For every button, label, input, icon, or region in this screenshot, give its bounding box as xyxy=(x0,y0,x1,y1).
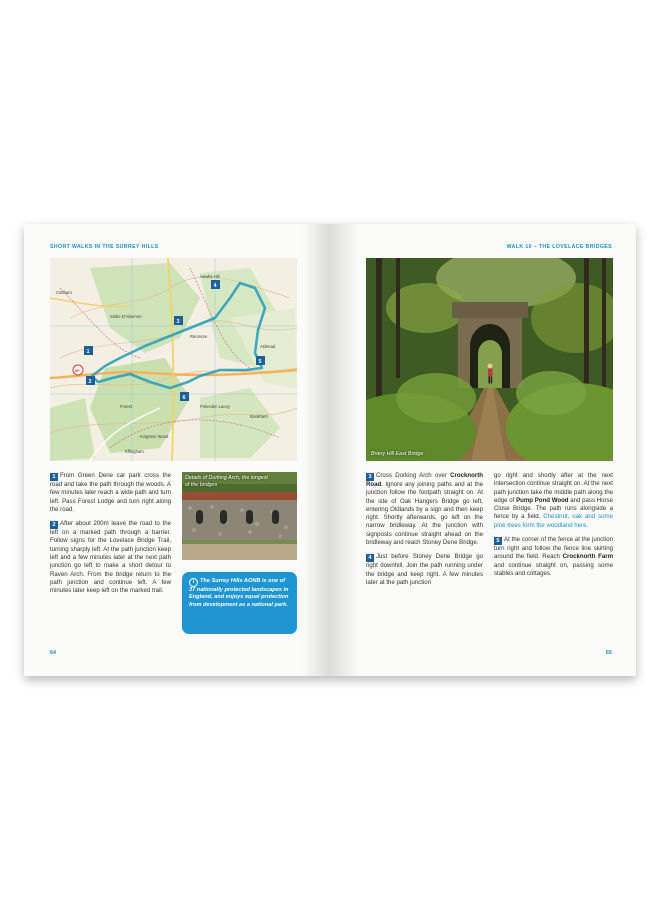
running-head-right: WALK 10 – THE LOVELACE BRIDGES xyxy=(506,244,612,250)
step-text: go right and shortly after at the next intersection continue straight on. At the next path junction take the middle path along the edge of xyxy=(494,472,613,504)
map-label: Effingham xyxy=(125,449,144,454)
step-text: Cross Dorking Arch over xyxy=(376,472,451,479)
place-name: Crocknorth Road xyxy=(366,472,483,488)
step-paragraph xyxy=(494,536,613,578)
step-number: 4 xyxy=(366,554,374,562)
inset-caption: Details of Dorking Arch, the longest of the bridges xyxy=(185,475,268,488)
map-label: Forest xyxy=(120,404,132,409)
info-icon: i xyxy=(189,578,198,587)
step-text: and pass Horse Close Bridge. The path runs alongside a fence by a field. xyxy=(494,496,613,521)
map-label: Hawks Hill xyxy=(200,274,220,279)
map-label: Ranmore xyxy=(190,334,208,339)
step-number: 2 xyxy=(50,521,58,529)
route-map-graphic xyxy=(50,258,297,461)
step-number: 1 xyxy=(50,473,58,481)
step-text: and continue straight on, passing some stables and cottages. xyxy=(494,561,613,577)
waypoint-number: 5 xyxy=(258,359,262,365)
running-head-left: SHORT WALKS IN THE SURREY HILLS xyxy=(50,244,159,250)
start-marker: SP xyxy=(74,368,80,373)
bridge-photo xyxy=(366,258,613,461)
bridge-photo-graphic xyxy=(366,258,613,461)
step-paragraph xyxy=(50,472,171,514)
step-text: From Green Dene car park cross the road and take the path through the woods. A few minutes later reach a wide path and turn left. Pass Forest Lodge and turn right along the road. xyxy=(50,472,171,513)
gutter-shadow xyxy=(302,224,330,676)
left-page xyxy=(24,224,330,676)
place-name: Pump Pond Wood xyxy=(516,496,569,504)
step-paragraph xyxy=(494,472,613,530)
map-label: Polesden Lacey xyxy=(200,404,230,409)
highlight-text: Chestnut, oak and some pine trees form the woodland here. xyxy=(494,513,613,529)
waypoint-number: 1 xyxy=(86,349,90,355)
waypoint-number: 4 xyxy=(213,283,217,289)
route-map xyxy=(50,258,297,461)
right-page xyxy=(330,224,636,676)
map-label: Stoke D'Abernon xyxy=(110,314,142,319)
step-number: 3 xyxy=(366,473,374,481)
map-label: Bookham xyxy=(250,414,268,419)
step-number: 5 xyxy=(494,537,502,545)
step-text: . Ignore any joining paths and at the junction follow the footpath straight on. At the site of Oak Hangers Bridge go left, entering Oldlands by a sign and then keep right. Shortly afterwards, go left on the narrow bridleway. At the junction with signposts continue straight ahead on the bridleway and reach Stoney Dene Bridge. xyxy=(366,481,483,547)
map-label: Ashtead xyxy=(260,344,276,349)
step-text: Just before Stoney Dene Bridge go right downhill. Join the path running under the bridge and keep right. A few minutes later at the path junction xyxy=(366,553,483,586)
book-spread xyxy=(24,224,636,676)
waypoint-number: 2 xyxy=(88,379,92,385)
step-paragraph xyxy=(366,553,483,587)
callout-text: The Surrey Hills AONB is one of 37 nationally protected landscapes in England, and enjoys equal protection from development as a national park. xyxy=(189,578,289,608)
step-paragraph xyxy=(366,472,483,547)
place-name: Crocknorth Farm xyxy=(562,553,613,561)
gutter-shadow xyxy=(330,224,360,676)
photo-caption: Briery Hill East Bridge xyxy=(371,451,424,457)
step-paragraph xyxy=(50,520,171,595)
step-text: At the corner of the fence at the junction turn right and follow the fence line skirting around the field. Reach xyxy=(494,536,613,561)
page-number-right: 65 xyxy=(605,650,612,656)
inset-photo xyxy=(182,472,297,560)
left-text-column xyxy=(50,472,171,602)
map-label: Kingston Wood xyxy=(140,434,169,439)
map-label: Cobham xyxy=(56,290,72,295)
waypoint-number: 3 xyxy=(176,319,180,325)
right-text-column-1 xyxy=(366,472,483,593)
waypoint-number: 6 xyxy=(182,395,186,401)
page-number-left: 64 xyxy=(50,650,57,656)
right-text-column-2 xyxy=(494,472,613,584)
info-callout xyxy=(182,572,297,634)
step-text: After about 200m leave the road to the left on a marked path through a barrier. Follow signs for the Lovelace Bridge Trail, turning sharply left. At the path junction keep left and a few minutes later at the next path junction go left to make a short detour to Raven Arch. From the bridge return to the path junction and continue left. A few minutes later keep left on the marked trail. xyxy=(50,520,171,595)
